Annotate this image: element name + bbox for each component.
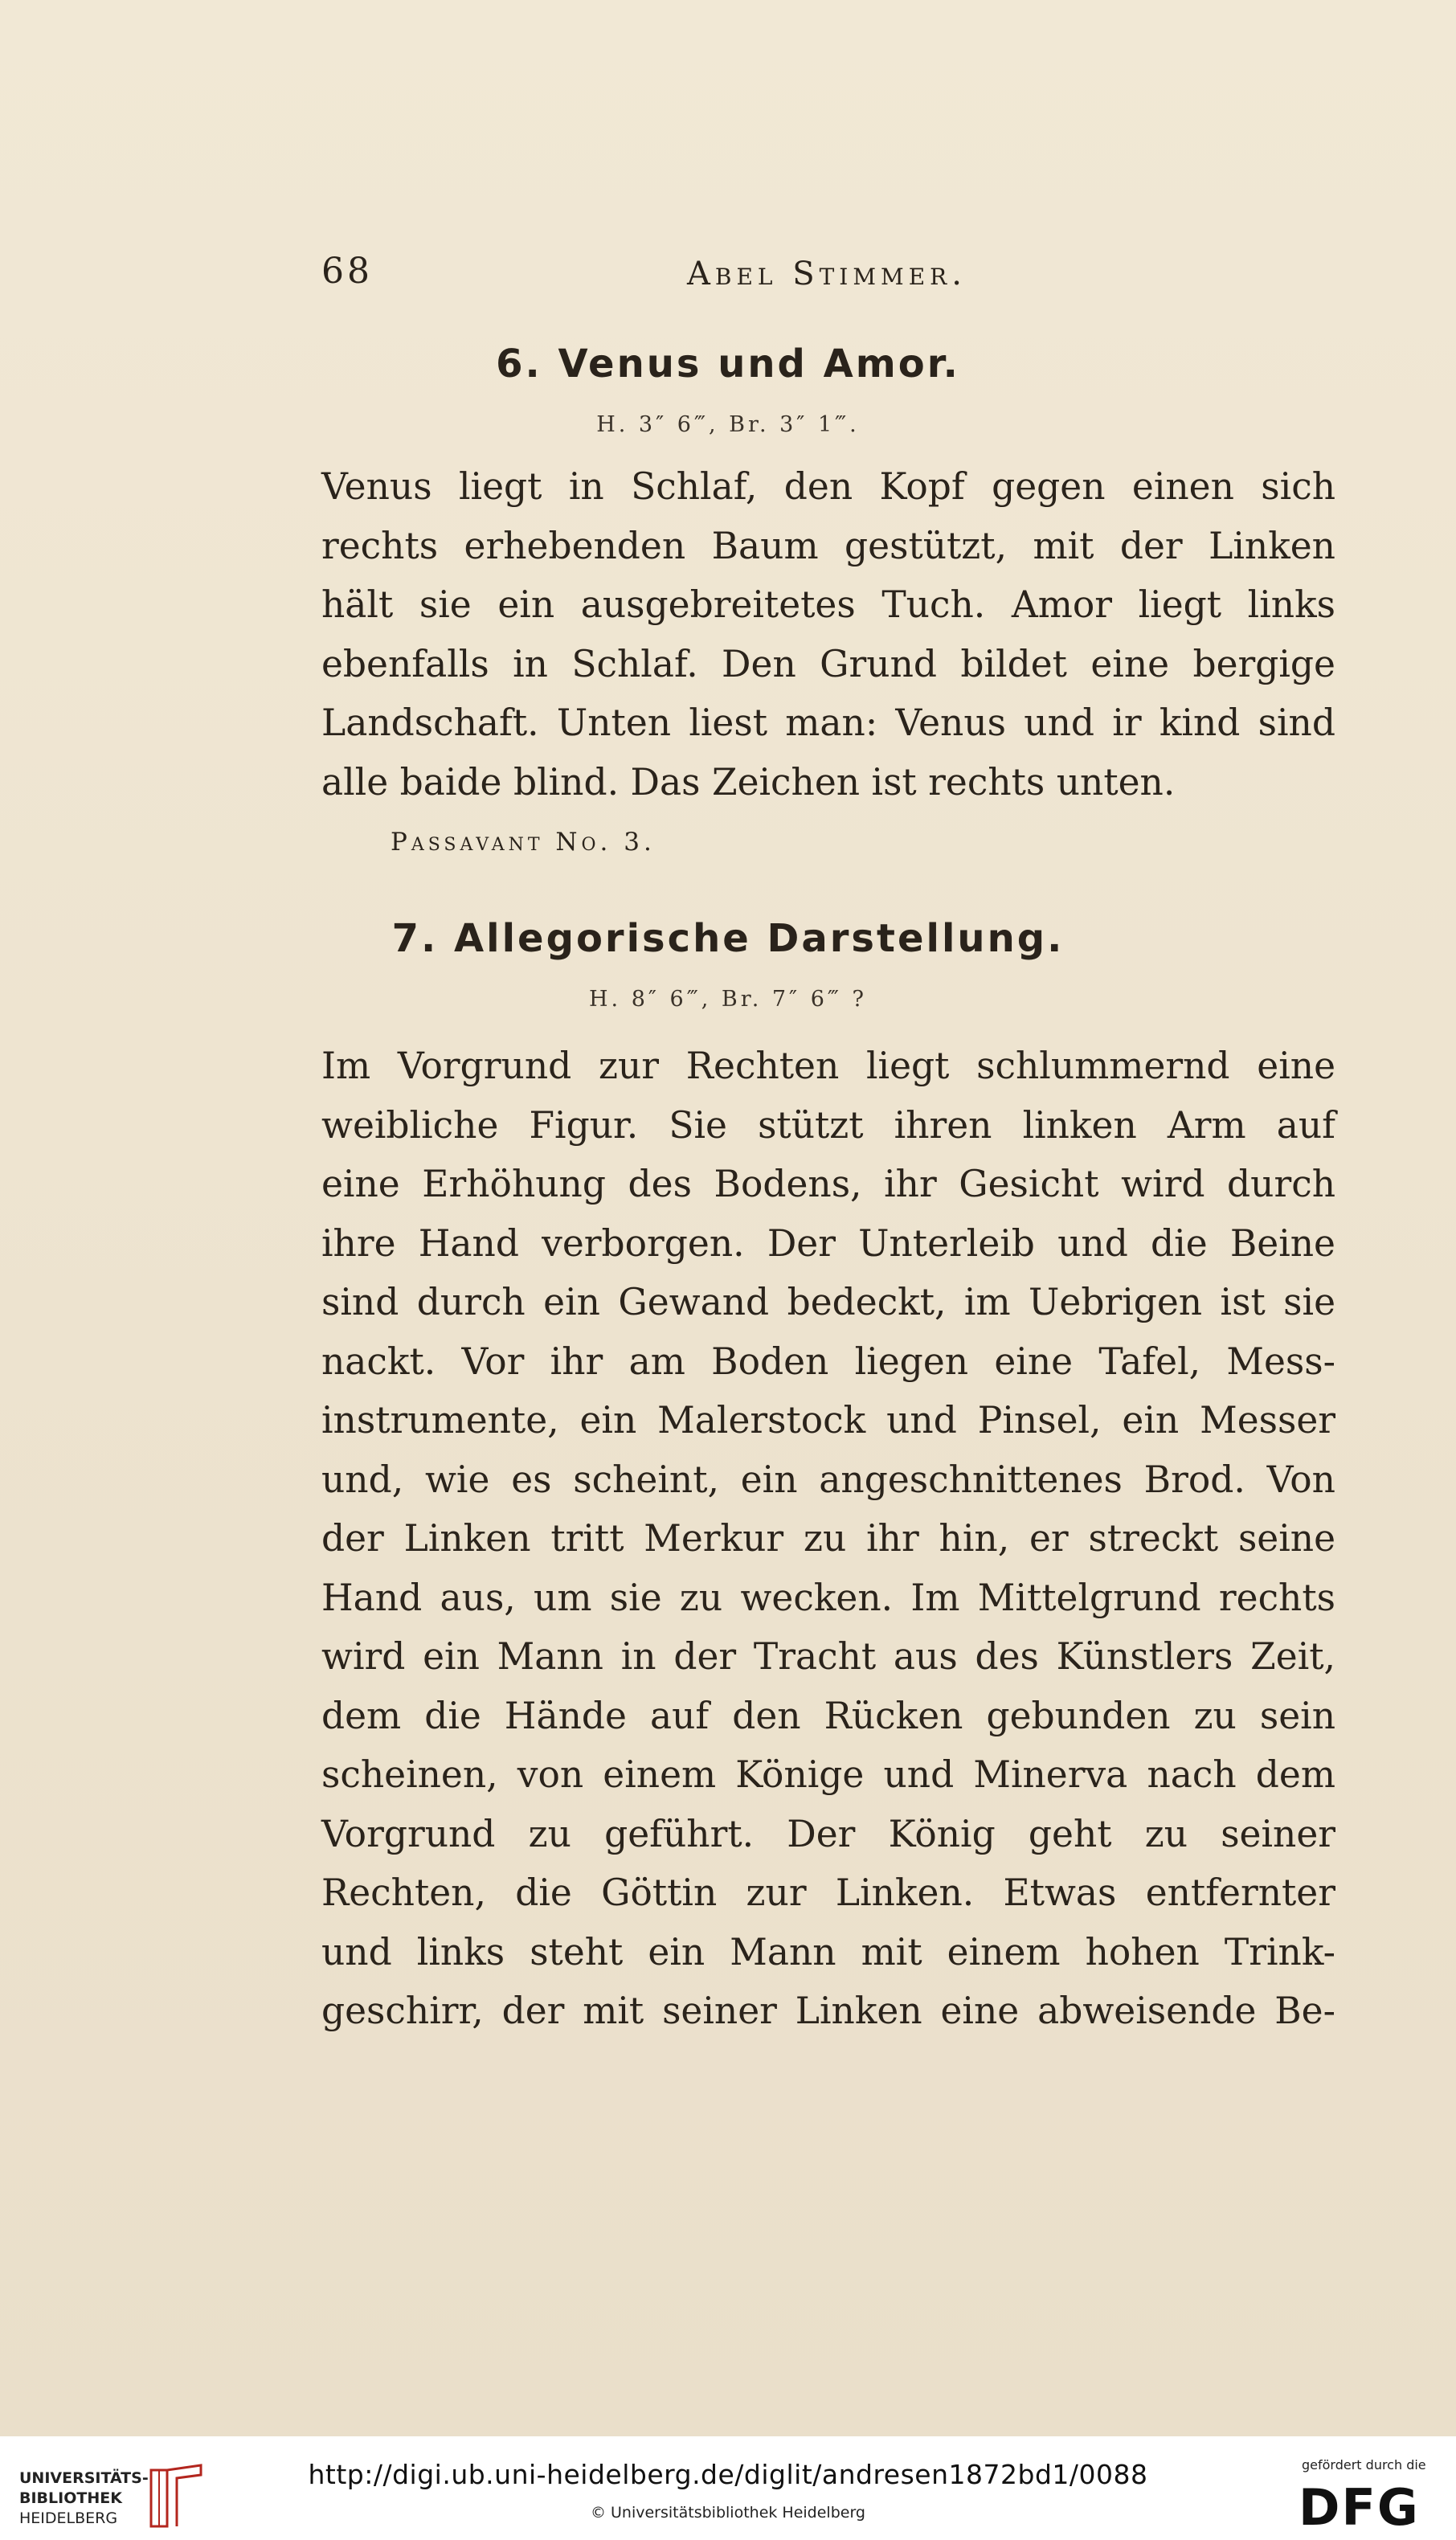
entry-text-6 <box>321 457 1335 812</box>
page-number: 68 <box>321 251 373 292</box>
text-line: rechts erhebenden Baum gestützt, mit der Linken <box>321 524 1335 567</box>
text-line: dem die Hände auf den Rücken gebunden zu sein <box>321 1694 1335 1737</box>
text-line: wird ein Mann in der Tracht aus des Künstlers Zeit, <box>321 1635 1335 1678</box>
text-line: und links steht ein Mann mit einem hohen Trink- <box>321 1930 1335 1974</box>
text-line: instrumente, ein Malerstock und Pinsel, ein Messer <box>321 1399 1335 1442</box>
running-head: Abel Stimmer. <box>687 256 967 292</box>
dfg-logo: DFG <box>1299 2478 1420 2537</box>
text-line: hält sie ein ausgebreitetes Tuch. Amor liegt links <box>321 583 1335 626</box>
permalink-url[interactable]: http://digi.ub.uni-heidelberg.de/diglit/andresen1872bd1/0088 <box>308 2459 1148 2490</box>
text-line: ihre Hand verborgen. Der Unterleib und die Beine <box>321 1221 1335 1265</box>
text-line: sind durch ein Gewand bedeckt, im Uebrigen ist sie <box>321 1281 1335 1323</box>
entry-title-6: 6. Venus und Amor. <box>496 342 960 387</box>
text-line: und, wie es scheint, ein angeschnittenes Brod. Von <box>321 1458 1335 1501</box>
entry-text-7 <box>321 1037 1335 2041</box>
dfg-caption: gefördert durch die <box>1302 2457 1426 2473</box>
text-line: Vorgrund zu geführt. Der König geht zu seiner <box>321 1812 1335 1855</box>
library-name-line2: BIBLIOTHEK <box>19 2489 122 2507</box>
text-line: Hand aus, um sie zu wecken. Im Mittelgrund rechts <box>321 1576 1335 1619</box>
copyright-notice: © Universitätsbibliothek Heidelberg <box>590 2504 865 2522</box>
entry-title-7: 7. Allegorische Darstellung. <box>391 916 1065 961</box>
library-name-line1: UNIVERSITÄTS- <box>19 2469 149 2487</box>
entry-dimensions-6: H. 3″ 6‴, Br. 3″ 1‴. <box>596 412 860 437</box>
text-line: geschirr, der mit seiner Linken eine abweisende Be- <box>321 1990 1335 2032</box>
text-line: Venus liegt in Schlaf, den Kopf gegen einen sich <box>321 465 1335 508</box>
viewer-footer <box>0 2436 1456 2540</box>
text-line: der Linken tritt Merkur zu ihr hin, er streckt seine <box>321 1517 1335 1560</box>
text-line: nackt. Vor ihr am Boden liegen eine Tafel, Mess- <box>321 1340 1335 1383</box>
page-header <box>0 251 1456 299</box>
text-line: scheinen, von einem Könige und Minerva nach dem <box>321 1753 1335 1796</box>
text-line: Rechten, die Göttin zur Linken. Etwas entfernter <box>321 1871 1335 1914</box>
entry-dimensions-7: H. 8″ 6‴, Br. 7″ 6‴ ? <box>588 987 867 1012</box>
text-line: Im Vorgrund zur Rechten liegt schlummernd eine <box>321 1045 1335 1087</box>
entry-source-6: Passavant No. 3. <box>391 828 656 857</box>
text-line: Landschaft. Unten liest man: Venus und ir kind sind <box>321 701 1335 744</box>
library-name-line3: HEIDELBERG <box>19 2509 118 2527</box>
text-line: ebenfalls in Schlaf. Den Grund bildet eine bergige <box>321 642 1335 685</box>
text-line: alle baide blind. Das Zeichen ist rechts unten. <box>321 760 1176 804</box>
text-line: eine Erhöhung des Bodens, ihr Gesicht wird durch <box>321 1163 1335 1205</box>
text-line: weibliche Figur. Sie stützt ihren linken Arm auf <box>321 1103 1335 1147</box>
